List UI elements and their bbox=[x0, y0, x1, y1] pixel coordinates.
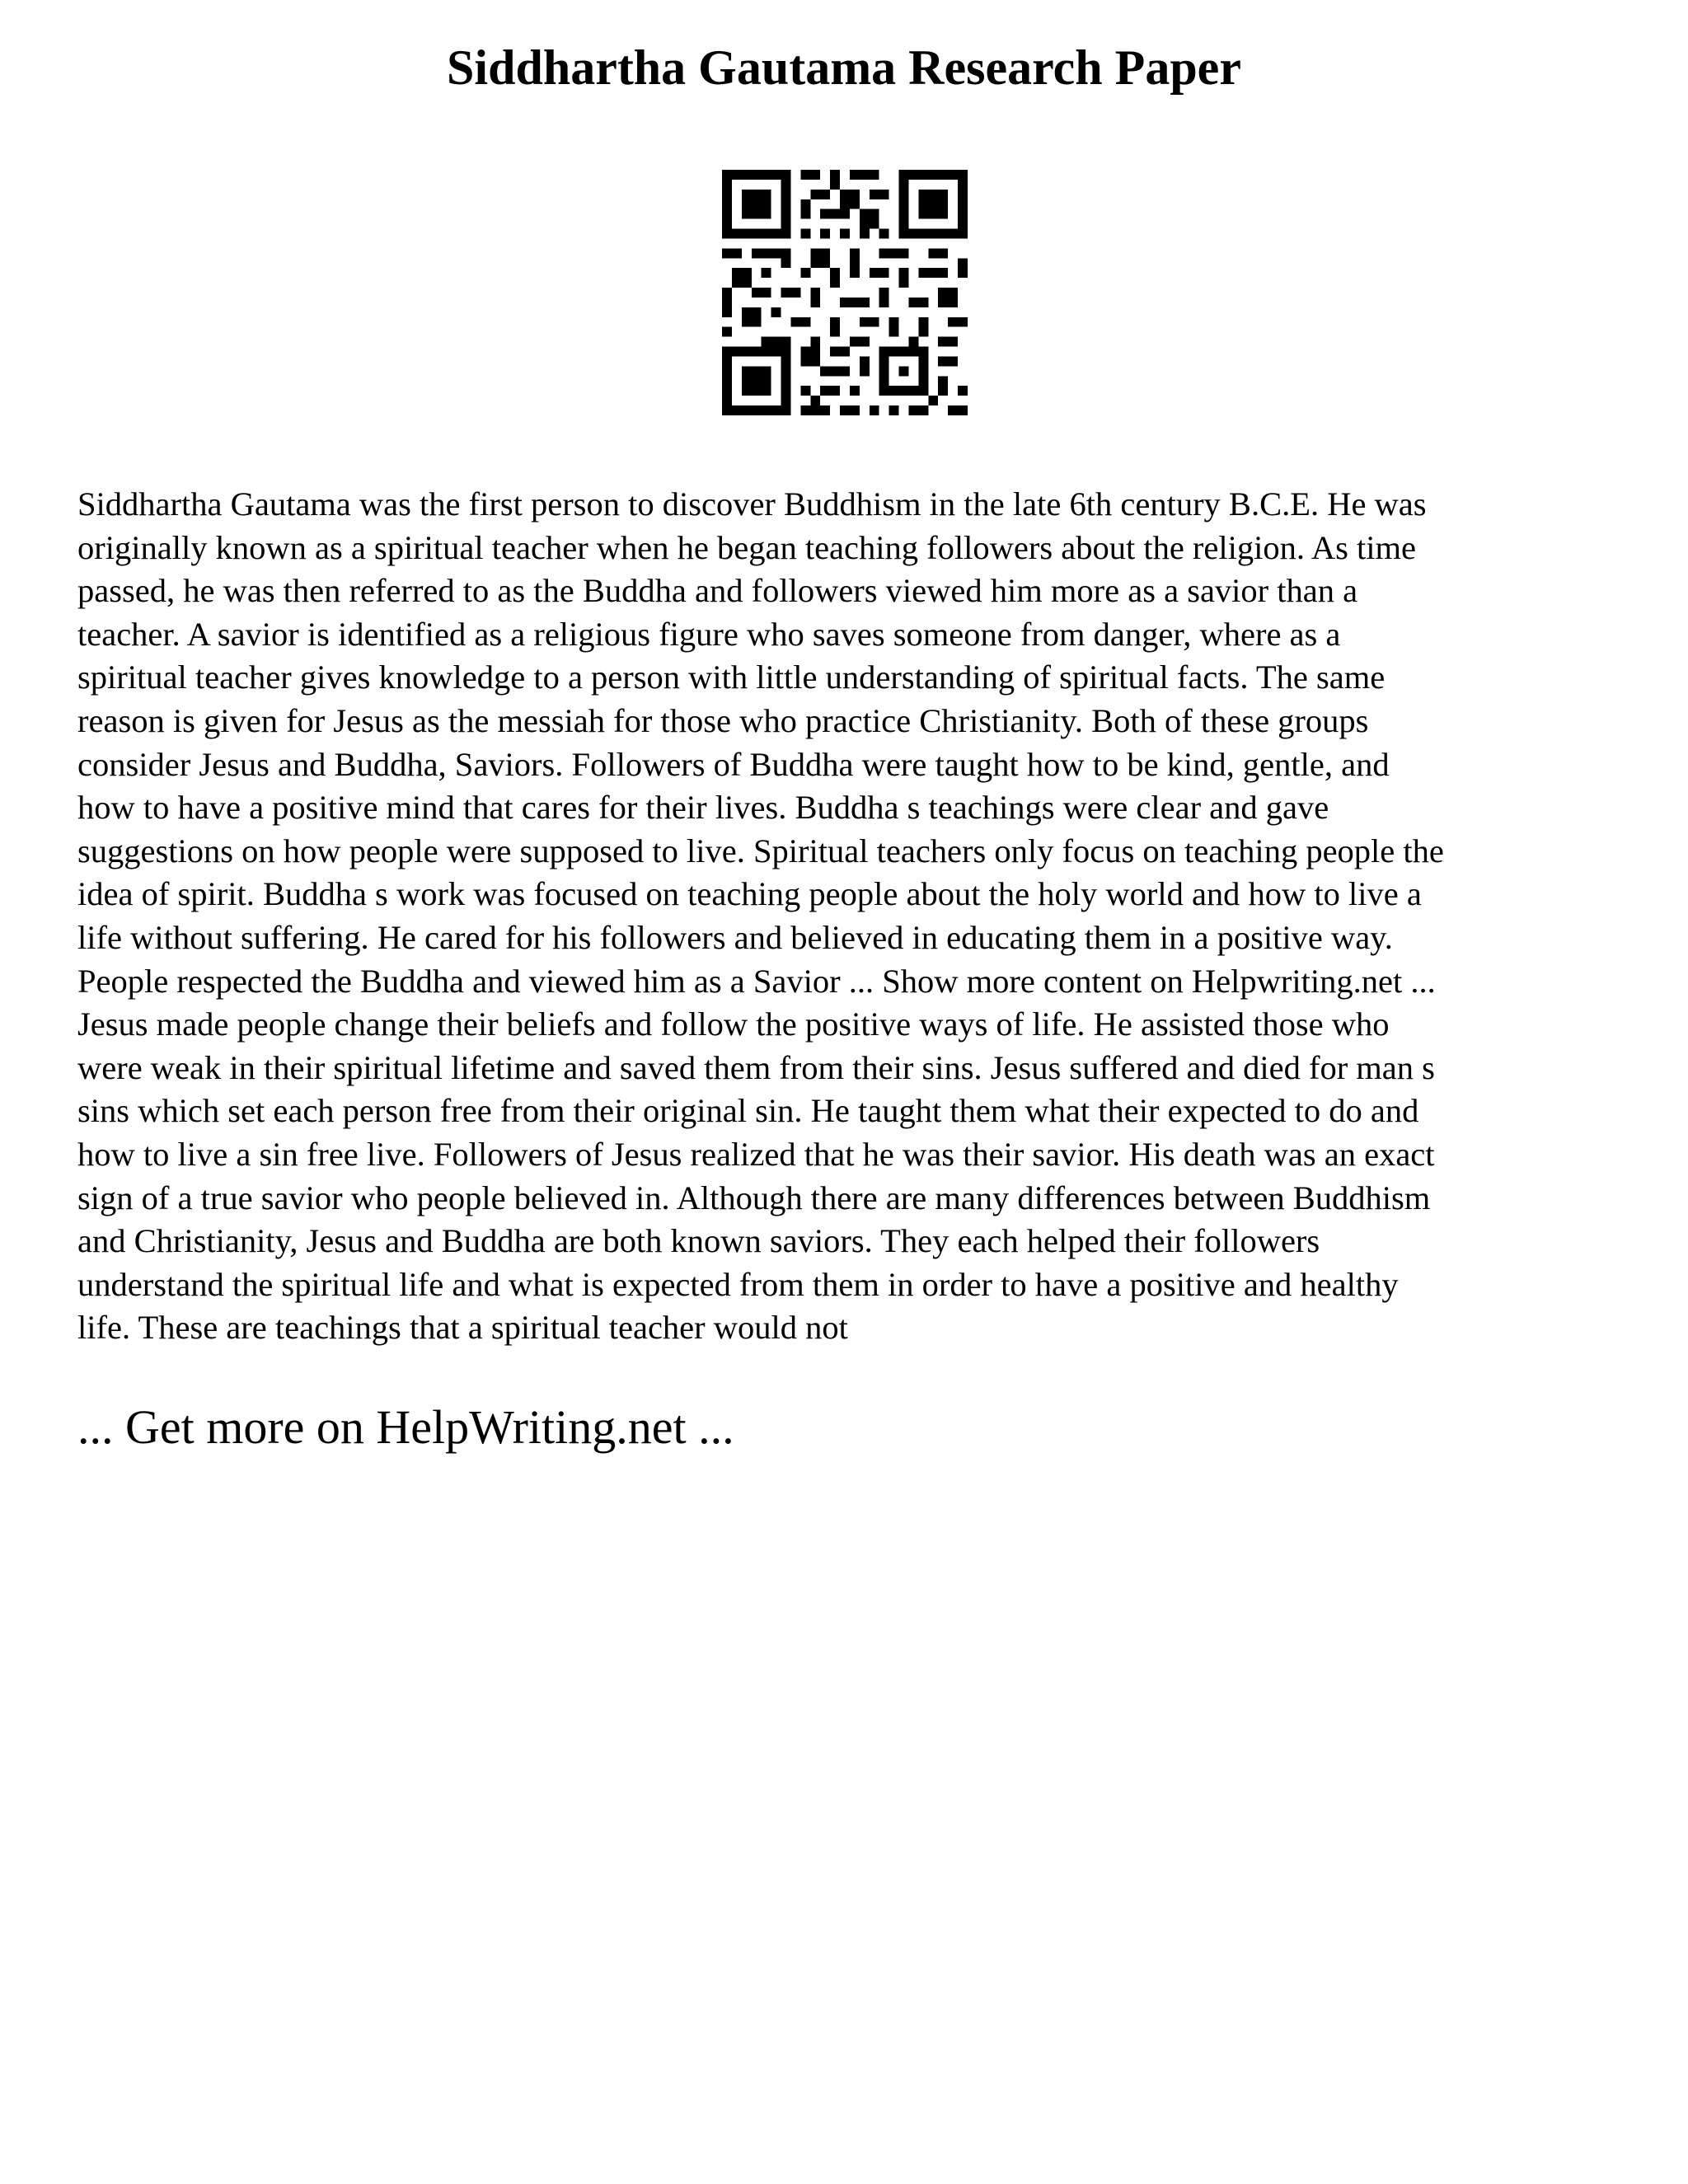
body-line: sign of a true savior who people believed in. Although there are many differences between Buddhism bbox=[77, 1179, 1431, 1216]
body-line: consider Jesus and Buddha, Saviors. Followers of Buddha were taught how to be kind, gentle, and bbox=[77, 745, 1390, 783]
body-line: life. These are teachings that a spiritual teacher would not bbox=[77, 1309, 848, 1347]
body-line: understand the spiritual life and what is expected from them in order to have a positive and healthy bbox=[77, 1265, 1399, 1303]
body-line: spiritual teacher gives knowledge to a person with little understanding of spiritual facts. The same bbox=[77, 658, 1386, 696]
qr-code-graphic bbox=[722, 170, 968, 415]
body-line: idea of spirit. Buddha s work was focused on teaching people about the holy world and how to live a bbox=[77, 875, 1422, 913]
page-title: Siddhartha Gautama Research Paper bbox=[447, 40, 1241, 95]
body-line: suggestions on how people were supposed to live. Spiritual teachers only focus on teaching people the bbox=[77, 832, 1444, 869]
body-line: how to live a sin free live. Followers of Jesus realized that he was their savior. His death was an exact bbox=[77, 1135, 1435, 1173]
body-paragraph bbox=[77, 483, 1627, 1350]
body-line: teacher. A savior is identified as a religious figure who saves someone from danger, where as a bbox=[77, 615, 1341, 653]
body-line: People respected the Buddha and viewed him as a Savior ... Show more content on Helpwriting.net ... bbox=[77, 962, 1436, 1000]
body-line: how to have a positive mind that cares for their lives. Buddha s teachings were clear and gave bbox=[77, 789, 1329, 827]
get-more-link[interactable]: ... Get more on HelpWriting.net ... bbox=[77, 1400, 734, 1454]
body-line: originally known as a spiritual teacher when he began teaching followers about the religion. As time bbox=[77, 528, 1417, 566]
body-line: and Christianity, Jesus and Buddha are both known saviors. They each helped their followers bbox=[77, 1222, 1320, 1260]
body-line: reason is given for Jesus as the messiah for those who practice Christianity. Both of these groups bbox=[77, 701, 1369, 739]
body-line: Siddhartha Gautama was the first person to discover Buddhism in the late 6th century B.C.E. He was bbox=[77, 485, 1427, 523]
body-line: life without suffering. He cared for his followers and believed in educating them in a positive way. bbox=[77, 918, 1393, 956]
body-line: Jesus made people change their beliefs and follow the positive ways of life. He assisted those who bbox=[77, 1005, 1390, 1043]
qr-code-icon bbox=[722, 170, 968, 415]
body-line: were weak in their spiritual lifetime and saved them from their sins. Jesus suffered and died for man s bbox=[77, 1048, 1435, 1086]
body-line: sins which set each person free from their original sin. He taught them what their expected to do and bbox=[77, 1092, 1419, 1130]
body-line: passed, he was then referred to as the Buddha and followers viewed him more as a savior than a bbox=[77, 572, 1358, 610]
